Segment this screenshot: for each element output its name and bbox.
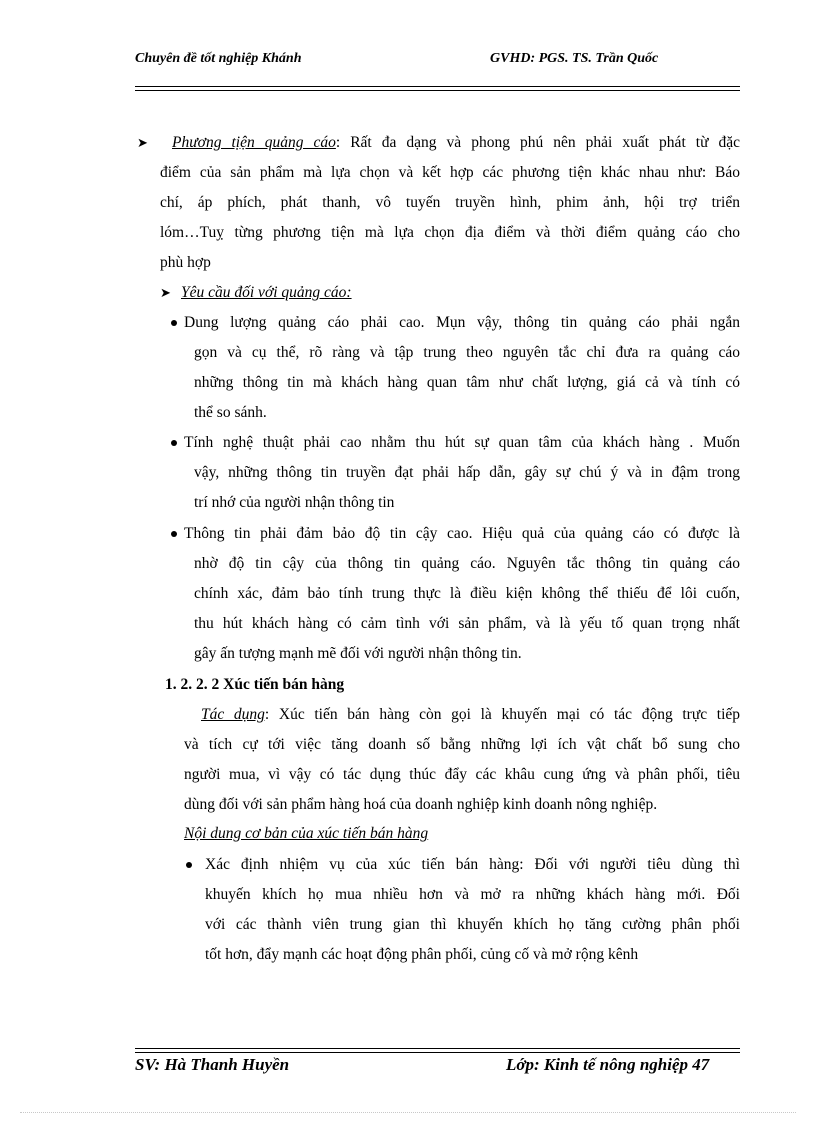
paragraph-line: điểm của sản phẩm mà lựa chọn và kết hợp các phương tiện khác nhau như: Báo: [160, 164, 740, 181]
section-heading: 1. 2. 2. 2 Xúc tiến bán hàng: [165, 676, 345, 693]
paragraph-line: với các thành viên trung gian thì khuyến khích họ tăng cường phân phối: [205, 916, 740, 933]
paragraph-line: khuyến khích họ mua nhiều hơn và mở ra những khách hàng mới. Đối: [205, 886, 740, 903]
effect-label: Tác dụng: [201, 706, 265, 723]
paragraph-line: tốt hơn, đẩy mạnh các hoạt động phân phối, củng cố và mở rộng kênh: [205, 946, 639, 963]
paragraph-line: chí, áp phích, phát thanh, vô tuyến truyền hình, phim ảnh, hội trợ triển: [160, 194, 740, 211]
paragraph-line: chính xác, đảm bảo tính trung thực là điều kiện không thể thiếu để lôi cuốn,: [194, 585, 740, 602]
paragraph-line: Tính nghệ thuật phải cao nhằm thu hút sự quan tâm của khách hàng . Muốn: [184, 434, 740, 451]
paragraph-line: nhờ độ tin cậy của thông tin quảng cáo. Nguyên tắc thông tin quảng cáo: [194, 555, 740, 572]
paragraph-line: lóm…Tuỵ từng phương tiện mà lựa chọn địa điểm và thời điểm quảng cáo cho: [160, 224, 740, 241]
section-label-requirements: Yêu cầu đối với quảng cáo:: [181, 284, 352, 301]
header-right: GVHD: PGS. TS. Trần Quốc: [490, 51, 659, 66]
paragraph-line: những thông tin mà khách hàng quan tâm như chất lượng, giá cả và tính có: [194, 374, 740, 391]
paragraph-line: thể so sánh.: [194, 404, 267, 421]
section-label-media: Phương tịện quảng cáo: [172, 134, 336, 151]
paragraph-line: người mua, vì vậy có tác dụng thúc đẩy các khâu cung ứng và phân phối, tiêu: [184, 766, 740, 783]
bullet-icon: [171, 531, 177, 537]
page-edge: [20, 1112, 796, 1113]
header-divider-thin: [135, 90, 740, 91]
paragraph-line: Dung lượng quảng cáo phải cao. Mụn vậy, thông tin quảng cáo phải ngắn: [184, 314, 740, 331]
footer-divider-thin: [135, 1048, 740, 1049]
paragraph-line: Phương tịện quảng cáo: Rất đa dạng và phong phú nên phải xuất phát từ đặc: [172, 134, 741, 151]
content-label: Nội dung cơ bản của xúc tiến bán hàng: [184, 825, 429, 842]
paragraph-line: thu hút khách hàng có cảm tình với sản phẩm, và là yếu tố quan trọng nhất: [194, 615, 740, 632]
paragraph-line: gây ấn tượng mạnh mẽ đối với người nhận thông tin.: [194, 645, 522, 662]
paragraph-line: dùng đối với sản phẩm hàng hoá của doanh nghiệp kinh doanh nông nghiệp.: [184, 796, 658, 813]
paragraph-line: và tích cự tới việc tăng doanh số bằng những lợi ích vật chất bổ sung cho: [184, 736, 740, 753]
paragraph-line: trí nhớ của người nhận thông tin: [194, 494, 395, 511]
paragraph-line: Tác dụng: Xúc tiến bán hàng còn gọi là khuyến mại có tác động trực tiếp: [201, 706, 741, 723]
bullet-icon: [171, 440, 177, 446]
header-divider: [135, 86, 740, 87]
paragraph-line: vậy, những thông tin truyền đạt phải hấp dẫn, gây sự chú ý và in đậm trong: [194, 464, 740, 481]
footer-right: Lớp: Kinh tế nông nghiệp 47: [506, 1055, 710, 1074]
bullet-icon: [171, 320, 177, 326]
footer-divider: [135, 1052, 740, 1053]
arrow-bullet-icon: ➤: [160, 285, 171, 300]
header-left: Chuyên đề tốt nghiệp Khánh: [135, 51, 302, 66]
paragraph-line: phù hợp: [160, 254, 211, 271]
paragraph-line: gọn và cụ thể, rõ ràng và tập trung theo nguyên tắc chỉ đưa ra quảng cáo: [194, 344, 740, 361]
paragraph-line: Thông tin phải đảm bảo độ tin cậy cao. Hiệu quả của quảng cáo có được là: [184, 525, 740, 542]
bullet-icon: [186, 862, 192, 868]
arrow-bullet-icon: ➤: [137, 135, 148, 150]
paragraph-line: Xác định nhiệm vụ của xúc tiến bán hàng: Đối với người tiêu dùng thì: [205, 856, 740, 873]
footer-left: SV: Hà Thanh Huyền: [135, 1055, 290, 1074]
